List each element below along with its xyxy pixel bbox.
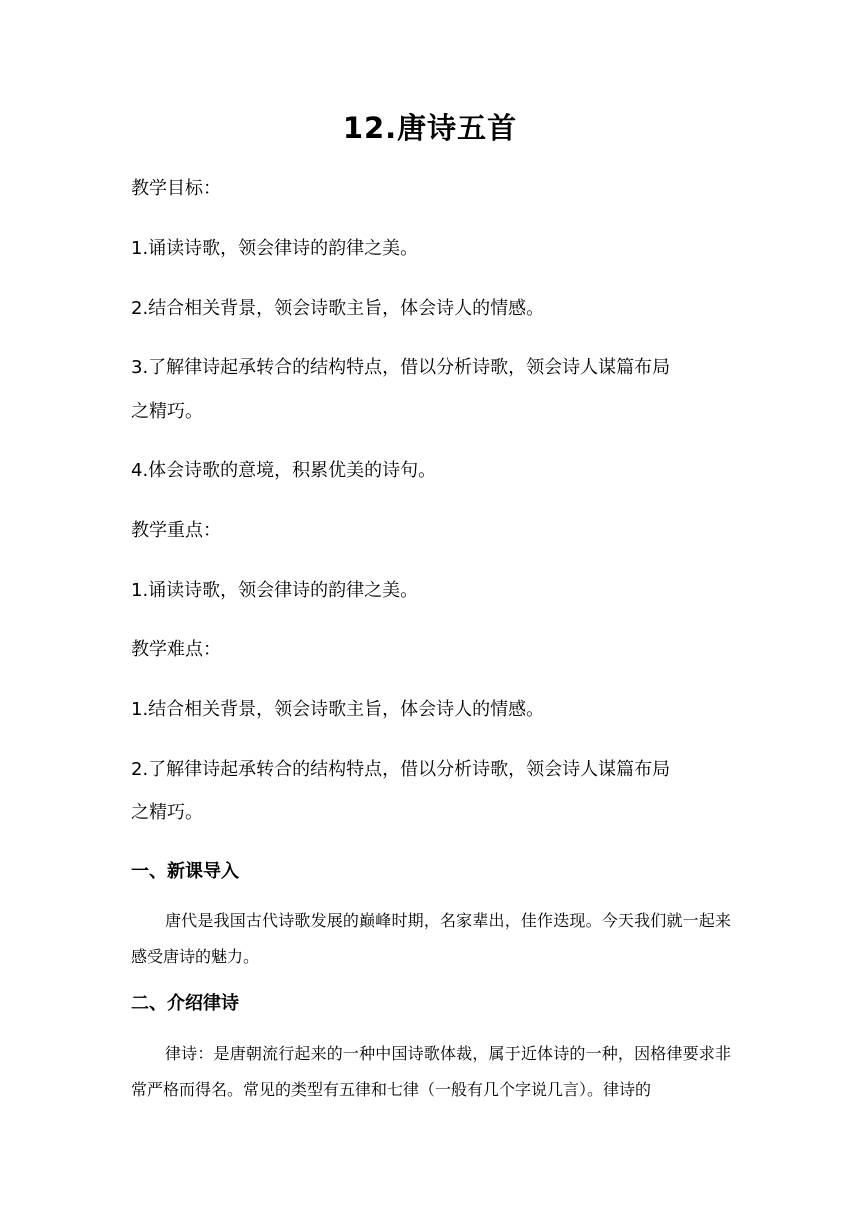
difficulties-heading: 教学难点： bbox=[131, 639, 221, 660]
difficulty-item-1: 1.结合相关背景，领会诗歌主旨，体会诗人的情感。 bbox=[131, 699, 545, 720]
section-heading-regulated-verse: 二、介绍律诗 bbox=[131, 993, 239, 1014]
document-title: 12.唐诗五首 bbox=[342, 111, 518, 145]
objective-item-2: 2.结合相关背景，领会诗歌主旨，体会诗人的情感。 bbox=[131, 298, 545, 319]
objective-item-1: 1.诵读诗歌，领会律诗的韵律之美。 bbox=[131, 238, 419, 259]
key-points-heading: 教学重点： bbox=[131, 520, 221, 541]
objective-item-3: 3.了解律诗起承转合的结构特点，借以分析诗歌，领会诗人谋篇布局 bbox=[131, 357, 671, 378]
objectives-heading: 教学目标： bbox=[131, 178, 221, 199]
section-heading-introduction: 一、新课导入 bbox=[131, 861, 239, 882]
objective-item-3-continued: 之精巧。 bbox=[131, 401, 203, 422]
section-body-introduction: 唐代是我国古代诗歌发展的巅峰时期，名家辈出，佳作迭现。今天我们就一起来感受唐诗的魅力。 bbox=[131, 911, 731, 966]
difficulty-item-2: 2.了解律诗起承转合的结构特点，借以分析诗歌，领会诗人谋篇布局 bbox=[131, 759, 671, 780]
difficulty-item-2-continued: 之精巧。 bbox=[131, 802, 203, 823]
key-point-item-1: 1.诵读诗歌，领会律诗的韵律之美。 bbox=[131, 580, 419, 601]
objective-item-4: 4.体会诗歌的意境，积累优美的诗句。 bbox=[131, 460, 437, 481]
section-body-regulated-verse: 律诗：是唐朝流行起来的一种中国诗歌体裁，属于近体诗的一种，因格律要求非常严格而得名。常见的类型有五律和七律（一般有几个字说几言）。律诗的 bbox=[131, 1044, 731, 1099]
